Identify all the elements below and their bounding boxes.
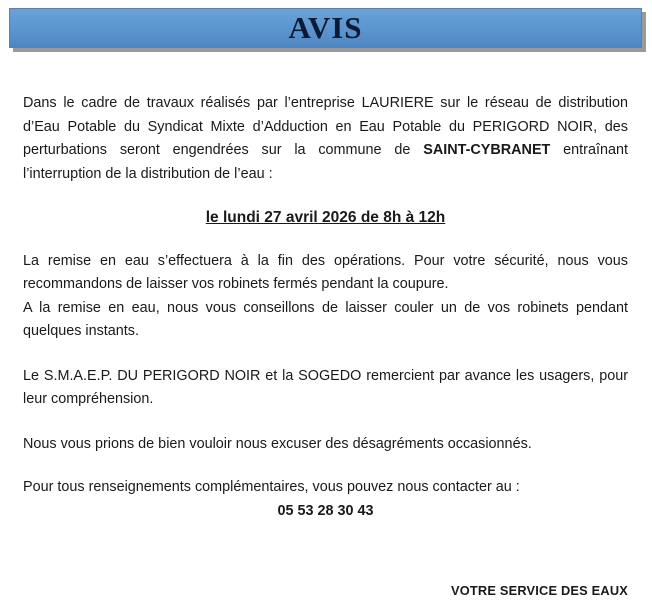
apology-paragraph: Nous vous prions de bien vouloir nous excuser des désagréments occasionnés. bbox=[23, 435, 532, 452]
restoration-paragraph: La remise en eau s’effectuera à la fin des opérations. Pour votre sécurité, nous vous recommandons de laisser vos robinets fermés pendant la coupure. bbox=[23, 252, 628, 292]
intro-paragraph bbox=[23, 92, 628, 186]
commune-name: SAINT-CYBRANET bbox=[423, 142, 551, 158]
notice-body bbox=[23, 92, 628, 523]
interruption-date: le lundi 27 avril 2026 de 8h à 12h bbox=[205, 209, 446, 226]
page-title: AVIS bbox=[288, 10, 363, 45]
thanks-paragraph: Le S.M.A.E.P. DU PERIGORD NOIR et la SOGEDO remercient par avance les usagers, pour leur compréhension. bbox=[23, 367, 628, 407]
contact-paragraph: Pour tous renseignements complémentaires, vous pouvez nous contacter au : bbox=[23, 479, 520, 495]
intro-text-end: entraînant l’interruption de la distribution de l’eau : bbox=[23, 142, 628, 182]
intro-text-start: Dans le cadre de travaux réalisés par l’entreprise LAURIERE sur le réseau de distribution d’Eau Potable du Syndicat Mixte d’Adduction en Eau Potable du PERIGORD NOIR, des perturbations seront engendrées sur la commune de bbox=[23, 95, 628, 158]
title-banner bbox=[9, 8, 642, 48]
contact-phone: 05 53 28 30 43 bbox=[277, 502, 374, 519]
restoration-advice-paragraph: A la remise en eau, nous vous conseillons de laisser couler un de vos robinets pendant quelques instants. bbox=[23, 299, 628, 339]
signature: VOTRE SERVICE DES EAUX bbox=[451, 583, 628, 598]
